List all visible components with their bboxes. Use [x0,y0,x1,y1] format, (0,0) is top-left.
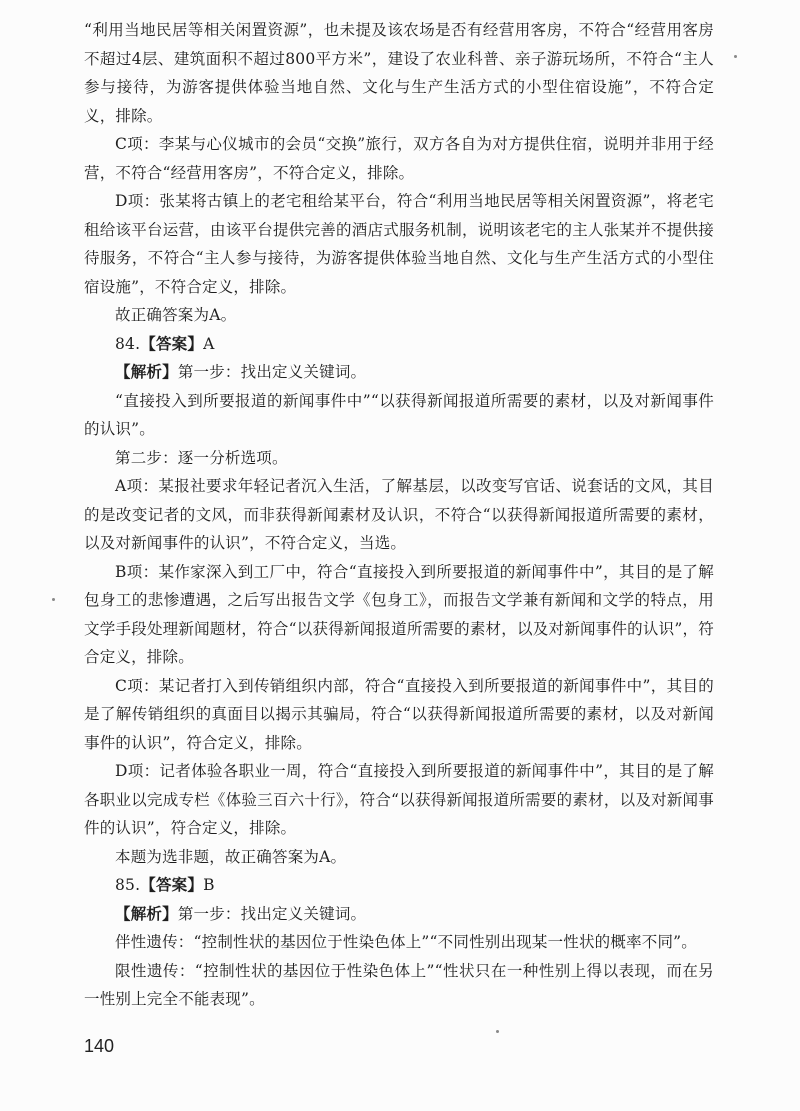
analysis-bracket-label: 【解析】 [115,362,178,381]
paragraph-d-option: D项：张某将古镇上的老宅租给某平台，符合“利用当地民居等相关闲置资源”，将老宅租给该平台运营，由该平台提供完善的酒店式服务机制，说明该老宅的主人张某并不提供接待服务，不符合“主人参与接待，为游客提供体验当地自然、文化与生产生活方式的小型住宿设施”，不符合定义，排除。 [84,192,714,296]
scan-speck [734,55,737,58]
question-number: 84. [115,334,141,353]
answer-line-85 [84,871,714,900]
answer-line-84 [84,330,714,359]
paragraph-conclusion-83: 故正确答案为A。 [115,306,237,324]
paragraph-option-a: A项：某报社要求年轻记者沉入生活，了解基层，以改变写官话、说套话的文风，其目的是改变记者的文风，而非获得新闻素材及认识，不符合“以获得新闻报道所需要的素材，以及对新闻事件的认识”，不符合定义，当选。 [84,477,714,552]
paragraph-a-option-continuation: “利用当地民居等相关闲置资源”，也未提及该农场是否有经营用客房，不符合“经营用客房不超过4层、建筑面积不超过800平方米”，建设了农业科普、亲子游玩场所，不符合“主人参与接待，为游客提供体验当地自然、文化与生产生活方式的小型住宿设施”，不符合定义，排除。 [84,21,714,125]
answer-bracket-label: 【答案】 [140,333,204,353]
analysis-line-85 [84,900,714,929]
paragraph-sex-limited-definition: 限性遗传：“控制性状的基因位于性染色体上”“性状只在一种性别上得以表现，而在另一性别上完全不能表现”。 [84,961,714,1008]
answer-bracket-label: 【答案】 [140,875,204,894]
question-number: 85. [115,876,141,894]
scan-speck [496,1030,499,1033]
analysis-line-84 [84,358,714,387]
paragraph-definition-keywords: “直接投入到所要报道的新闻事件中”“以获得新闻报道所需要的素材，以及对新闻事件的认识”。 [84,391,714,438]
answer-value: B [203,876,215,894]
paragraph-conclusion-84: 本题为选非题，故正确答案为A。 [115,847,347,866]
page-number: 140 [84,1036,115,1056]
analysis-step-text: 第一步：找出定义关键词。 [177,363,367,381]
paragraph-option-d: D项：记者体验各职业一周，符合“直接投入到所要报道的新闻事件中”，其目的是了解各职业以完成专栏《体验三百六十行》，符合“以获得新闻报道所需要的素材，以及对新闻事件的认识”，符合定义，排除。 [84,762,714,837]
analysis-bracket-label: 【解析】 [115,903,178,923]
page-body [84,16,714,1014]
paragraph-sex-linked-definition: 伴性遗传：“控制性状的基因位于性染色体上”“不同性别出现某一性状的概率不同”。 [115,933,697,951]
paragraph-option-b: B项：某作家深入到工厂中，符合“直接投入到所要报道的新闻事件中”，其目的是了解包身工的悲惨遭遇，之后写出报告文学《包身工》，而报告文学兼有新闻和文学的特点，用文学手段处理新闻题材，符合“以获得新闻报道所需要的素材，以及对新闻事件的认识”，符合定义，排除。 [84,562,714,666]
paragraph-step-two: 第二步：逐一分析选项。 [115,448,288,467]
scan-speck [52,598,55,601]
paragraph-c-option: C项：李某与心仪城市的会员“交换”旅行，双方各自为对方提供住宿，说明并非用于经营，不符合“经营用客房”，不符合定义，排除。 [84,135,714,182]
answer-value: A [203,334,215,353]
paragraph-option-c: C项：某记者打入到传销组织内部，符合“直接投入到所要报道的新闻事件中”，其目的是了解传销组织的真面目以揭示其骗局，符合“以获得新闻报道所需要的素材，以及对新闻事件的认识”，符合定义，排除。 [84,676,714,752]
analysis-step-text: 第一步：找出定义关键词。 [177,904,367,923]
